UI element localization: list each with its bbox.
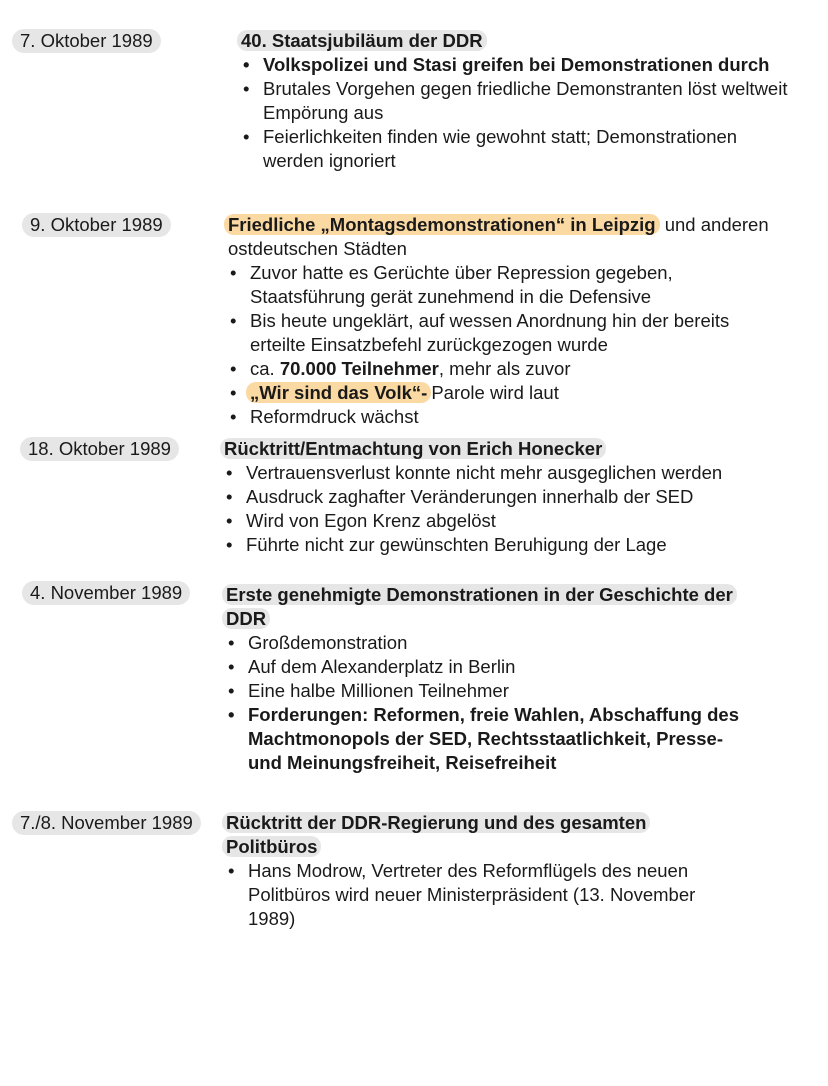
- bullet-list: [228, 261, 788, 429]
- entry-content: [241, 29, 801, 173]
- entry-title: [226, 583, 756, 631]
- title-highlight: 40. Staatsjubiläum der DDR: [237, 30, 487, 51]
- item-bold: 70.000 Teilnehmer: [279, 358, 439, 379]
- bullet-list: [226, 631, 756, 775]
- entry-content: [226, 583, 756, 775]
- title-highlight: Rücktritt/Entmachtung von Erich Honecker: [220, 438, 606, 459]
- title-highlight: Friedliche „Montagsdemonstrationen“ in Leipzig: [224, 214, 660, 235]
- list-item: • Feierlichkeiten finden wie gewohnt statt; Demonstrationen werden ignoriert: [241, 125, 801, 173]
- item-suffix: , mehr als zuvor: [438, 358, 571, 379]
- list-item: • Wird von Egon Krenz abgelöst: [224, 509, 794, 533]
- title-suffix: und anderen ostdeutschen Städten: [228, 214, 769, 259]
- date-label: 7./8. November 1989: [12, 811, 201, 835]
- title-highlight: Rücktritt der DDR-Regierung und des gesamten Politbüros: [222, 812, 650, 857]
- bullet-list: [241, 53, 801, 173]
- list-item: • Führte nicht zur gewünschten Beruhigung der Lage: [224, 533, 794, 557]
- date-label: 7. Oktober 1989: [12, 29, 161, 53]
- date-label: 18. Oktober 1989: [20, 437, 179, 461]
- list-item: • Ausdruck zaghafter Veränderungen innerhalb der SED: [224, 485, 794, 509]
- entry-title: [241, 29, 801, 53]
- date-label: 4. November 1989: [22, 581, 190, 605]
- bullet-list: [224, 461, 794, 557]
- list-item: • Volkspolizei und Stasi greifen bei Demonstrationen durch: [241, 53, 801, 77]
- list-item: [228, 381, 788, 405]
- entry-content: [228, 213, 788, 429]
- list-item: • Zuvor hatte es Gerüchte über Repression gegeben, Staatsführung gerät zunehmend in die Defensive: [228, 261, 788, 309]
- list-item: • Hans Modrow, Vertreter des Reformflügels des neuen Politbüros wird neuer Ministerpräsident (13. November 1989): [226, 859, 736, 931]
- item-prefix: ca.: [250, 358, 280, 379]
- list-item: • Bis heute ungeklärt, auf wessen Anordnung hin der bereits erteilte Einsatzbefehl zurückgezogen wurde: [228, 309, 788, 357]
- entry-content: [224, 437, 794, 557]
- list-item: • Großdemonstration: [226, 631, 756, 655]
- entry-content: [226, 811, 736, 931]
- entry-title: [228, 213, 788, 261]
- date-label: 9. Oktober 1989: [22, 213, 171, 237]
- title-highlight: Erste genehmigte Demonstrationen in der Geschichte der DDR: [222, 584, 737, 629]
- list-item: • Eine halbe Millionen Teilnehmer: [226, 679, 756, 703]
- item-suffix: Parole wird laut: [431, 382, 559, 403]
- entry-title: [226, 811, 736, 859]
- bullet-list: [226, 859, 736, 931]
- list-item: [228, 357, 788, 381]
- list-item: • Vertrauensverlust konnte nicht mehr ausgeglichen werden: [224, 461, 794, 485]
- entry-title: [224, 437, 794, 461]
- slogan-highlight: „Wir sind das Volk“-: [246, 382, 431, 403]
- list-item: • Forderungen: Reformen, freie Wahlen, Abschaffung des Machtmonopols der SED, Rechtsstaatlichkeit, Presse- und Meinungsfreiheit, Reisefreiheit: [226, 703, 756, 775]
- list-item: • Reformdruck wächst: [228, 405, 788, 429]
- list-item: • Brutales Vorgehen gegen friedliche Demonstranten löst weltweit Empörung aus: [241, 77, 801, 125]
- list-item: • Auf dem Alexanderplatz in Berlin: [226, 655, 756, 679]
